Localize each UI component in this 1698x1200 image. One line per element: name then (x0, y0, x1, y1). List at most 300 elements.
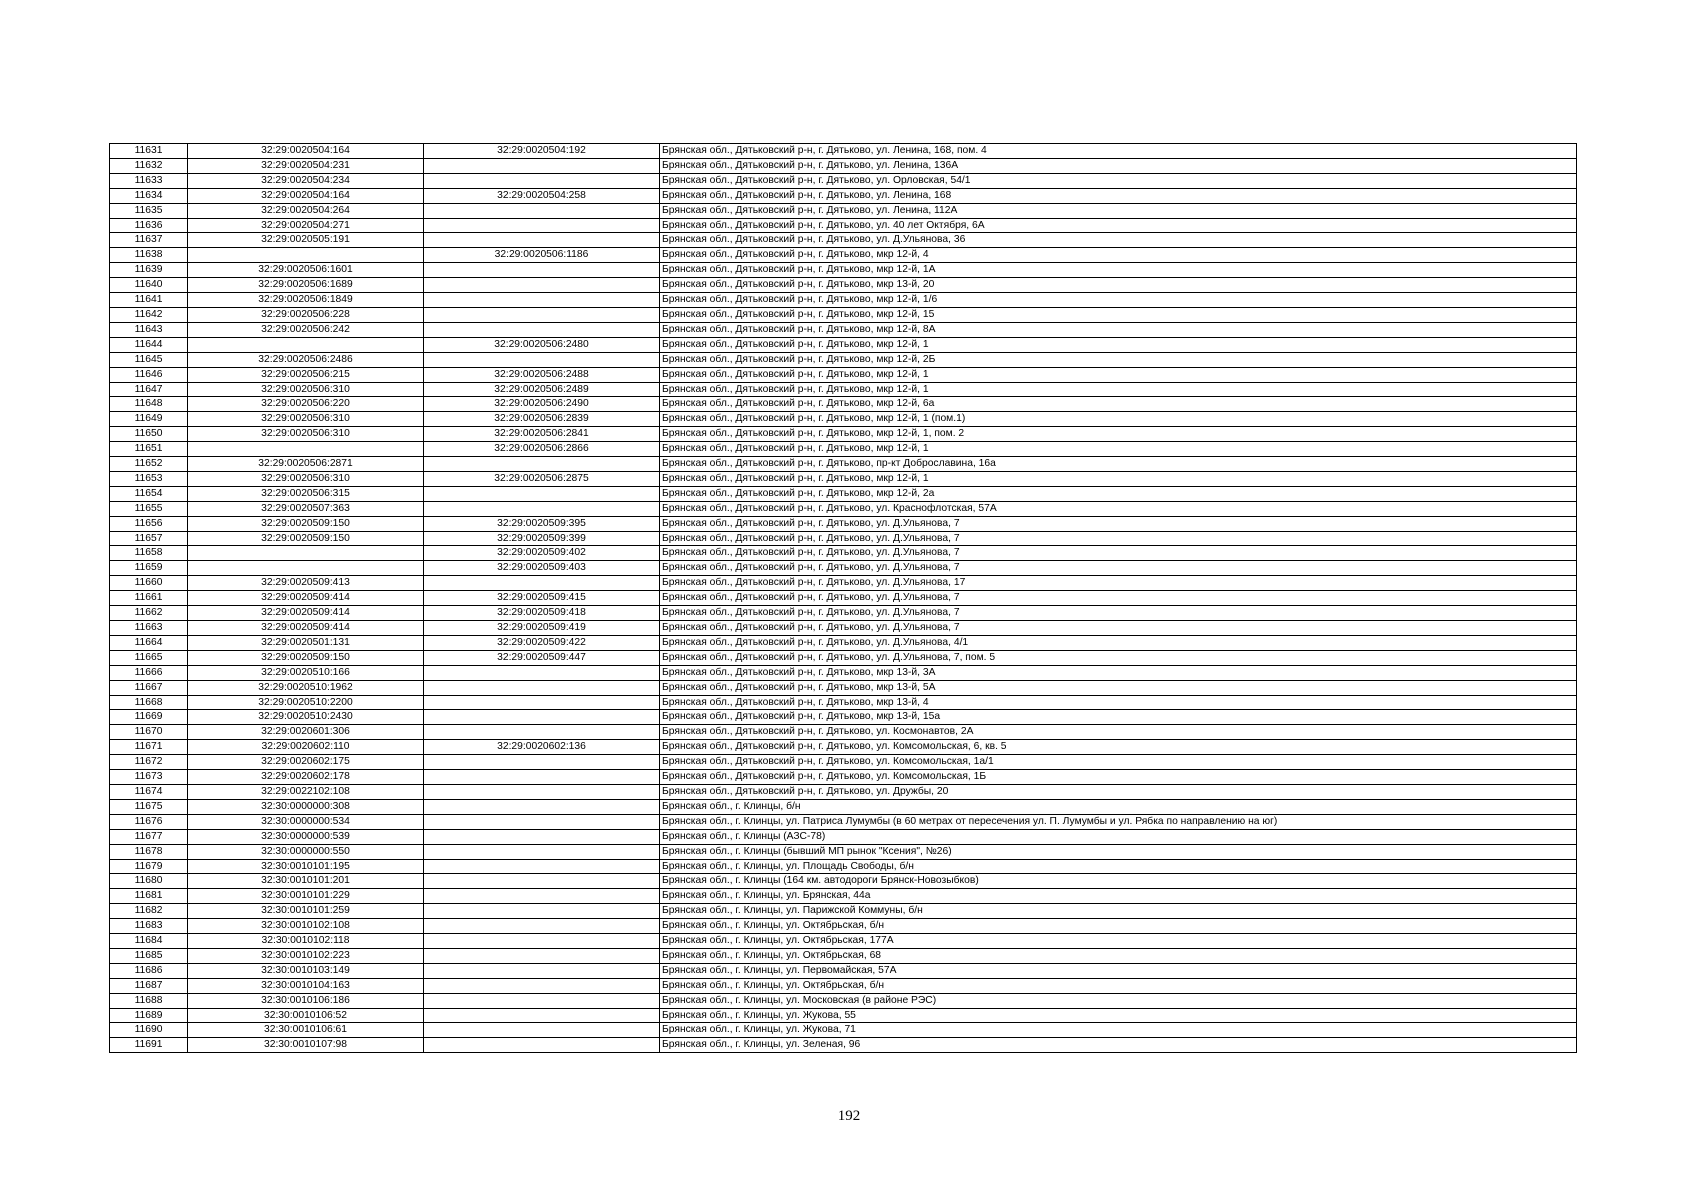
row-number-cell: 11691 (110, 1038, 188, 1053)
row-number-cell: 11631 (110, 144, 188, 159)
object-number-cell (424, 904, 660, 919)
address-cell: Брянская обл., Дятьковский р-н, г. Дятьково, пр-кт Доброславина, 16а (660, 457, 1577, 472)
address-cell: Брянская обл., Дятьковский р-н, г. Дятьково, ул. Ленина, 136А (660, 158, 1577, 173)
object-number-cell (424, 158, 660, 173)
row-number-cell: 11652 (110, 457, 188, 472)
table-row (110, 680, 1577, 695)
address-cell: Брянская обл., г. Клинцы (бывший МП рынок "Ксения", №26) (660, 844, 1577, 859)
table-row (110, 978, 1577, 993)
address-cell: Брянская обл., Дятьковский р-н, г. Дятьково, ул. Д.Ульянова, 7 (660, 591, 1577, 606)
address-cell: Брянская обл., г. Клинцы, ул. Октябрьская, б/н (660, 978, 1577, 993)
object-number-cell (424, 263, 660, 278)
row-number-cell: 11645 (110, 352, 188, 367)
cadastral-number-cell: 32:30:0000000:308 (188, 799, 424, 814)
address-cell: Брянская обл., Дятьковский р-н, г. Дятьково, мкр 13-й, 4 (660, 695, 1577, 710)
address-cell: Брянская обл., г. Клинцы, ул. Парижской Коммуны, б/н (660, 904, 1577, 919)
address-cell: Брянская обл., Дятьковский р-н, г. Дятьково, ул. Д.Ульянова, 7 (660, 531, 1577, 546)
object-number-cell (424, 710, 660, 725)
table-row (110, 874, 1577, 889)
row-number-cell: 11668 (110, 695, 188, 710)
cadastral-number-cell: 32:30:0010102:223 (188, 948, 424, 963)
row-number-cell: 11686 (110, 963, 188, 978)
cadastral-number-cell: 32:29:0020504:271 (188, 218, 424, 233)
cadastral-number-cell: 32:29:0020509:150 (188, 650, 424, 665)
cadastral-number-cell (188, 248, 424, 263)
object-number-cell: 32:29:0020506:2875 (424, 471, 660, 486)
address-cell: Брянская обл., Дятьковский р-н, г. Дятьково, мкр 12-й, 1 (660, 471, 1577, 486)
cadastral-number-cell (188, 546, 424, 561)
address-cell: Брянская обл., г. Клинцы, ул. Площадь Свободы, б/н (660, 859, 1577, 874)
row-number-cell: 11657 (110, 531, 188, 546)
table-row (110, 263, 1577, 278)
object-number-cell (424, 173, 660, 188)
address-cell: Брянская обл., г. Клинцы, ул. Октябрьская, б/н (660, 919, 1577, 934)
cadastral-number-cell: 32:29:0022102:108 (188, 784, 424, 799)
table-row (110, 934, 1577, 949)
table-row (110, 621, 1577, 636)
row-number-cell: 11687 (110, 978, 188, 993)
address-cell: Брянская обл., г. Клинцы, ул. Московская (в районе РЭС) (660, 993, 1577, 1008)
cadastral-number-cell: 32:29:0020510:1962 (188, 680, 424, 695)
table-row (110, 919, 1577, 934)
cadastral-number-cell: 32:30:0010101:195 (188, 859, 424, 874)
address-cell: Брянская обл., Дятьковский р-н, г. Дятьково, мкр 12-й, 1 (660, 337, 1577, 352)
address-cell: Брянская обл., Дятьковский р-н, г. Дятьково, мкр 12-й, 6а (660, 397, 1577, 412)
row-number-cell: 11644 (110, 337, 188, 352)
table-row (110, 695, 1577, 710)
address-cell: Брянская обл., г. Клинцы, ул. Зеленая, 96 (660, 1038, 1577, 1053)
cadastral-number-cell: 32:29:0020506:310 (188, 382, 424, 397)
object-number-cell: 32:29:0020506:2480 (424, 337, 660, 352)
table-row (110, 442, 1577, 457)
table-row (110, 844, 1577, 859)
object-number-cell: 32:29:0020509:395 (424, 516, 660, 531)
row-number-cell: 11674 (110, 784, 188, 799)
cadastral-number-cell: 32:29:0020509:150 (188, 531, 424, 546)
table-row (110, 501, 1577, 516)
table-row (110, 427, 1577, 442)
table-row (110, 799, 1577, 814)
row-number-cell: 11649 (110, 412, 188, 427)
table-row (110, 412, 1577, 427)
row-number-cell: 11637 (110, 233, 188, 248)
table-row (110, 740, 1577, 755)
cadastral-number-cell: 32:29:0020506:310 (188, 412, 424, 427)
object-number-cell: 32:29:0020506:1186 (424, 248, 660, 263)
cadastral-number-cell: 32:30:0010101:201 (188, 874, 424, 889)
table-row (110, 561, 1577, 576)
object-number-cell: 32:29:0020506:2839 (424, 412, 660, 427)
object-number-cell (424, 576, 660, 591)
object-number-cell: 32:29:0020506:2488 (424, 367, 660, 382)
address-cell: Брянская обл., Дятьковский р-н, г. Дятьково, ул. Д.Ульянова, 7 (660, 561, 1577, 576)
row-number-cell: 11669 (110, 710, 188, 725)
table-row (110, 248, 1577, 263)
table-row (110, 233, 1577, 248)
object-number-cell (424, 457, 660, 472)
object-number-cell (424, 486, 660, 501)
cadastral-number-cell (188, 442, 424, 457)
row-number-cell: 11632 (110, 158, 188, 173)
cadastral-number-cell (188, 561, 424, 576)
row-number-cell: 11648 (110, 397, 188, 412)
object-number-cell (424, 278, 660, 293)
object-number-cell (424, 233, 660, 248)
table-row (110, 963, 1577, 978)
table-row (110, 531, 1577, 546)
table-row (110, 471, 1577, 486)
cadastral-number-cell: 32:30:0010102:118 (188, 934, 424, 949)
table-row (110, 293, 1577, 308)
cadastral-number-cell: 32:29:0020510:2200 (188, 695, 424, 710)
object-number-cell (424, 934, 660, 949)
row-number-cell: 11663 (110, 621, 188, 636)
address-cell: Брянская обл., Дятьковский р-н, г. Дятьково, ул. Д.Ульянова, 36 (660, 233, 1577, 248)
object-number-cell (424, 993, 660, 1008)
cadastral-number-cell (188, 337, 424, 352)
row-number-cell: 11676 (110, 814, 188, 829)
object-number-cell (424, 293, 660, 308)
address-cell: Брянская обл., Дятьковский р-н, г. Дятьково, ул. Д.Ульянова, 4/1 (660, 635, 1577, 650)
table-row (110, 665, 1577, 680)
table-row (110, 889, 1577, 904)
address-cell: Брянская обл., г. Клинцы, ул. Первомайская, 57А (660, 963, 1577, 978)
table-row (110, 859, 1577, 874)
address-cell: Брянская обл., Дятьковский р-н, г. Дятьково, ул. Д.Ульянова, 7 (660, 621, 1577, 636)
row-number-cell: 11640 (110, 278, 188, 293)
cadastral-number-cell: 32:29:0020510:166 (188, 665, 424, 680)
cadastral-number-cell: 32:29:0020506:310 (188, 471, 424, 486)
object-number-cell (424, 814, 660, 829)
row-number-cell: 11651 (110, 442, 188, 457)
row-number-cell: 11685 (110, 948, 188, 963)
address-cell: Брянская обл., Дятьковский р-н, г. Дятьково, мкр 12-й, 1 (660, 367, 1577, 382)
row-number-cell: 11659 (110, 561, 188, 576)
row-number-cell: 11672 (110, 755, 188, 770)
row-number-cell: 11658 (110, 546, 188, 561)
table-row (110, 457, 1577, 472)
table-row (110, 516, 1577, 531)
table-row (110, 770, 1577, 785)
row-number-cell: 11650 (110, 427, 188, 442)
row-number-cell: 11643 (110, 322, 188, 337)
cadastral-number-cell: 32:29:0020601:306 (188, 725, 424, 740)
cadastral-number-cell: 32:30:0010101:259 (188, 904, 424, 919)
row-number-cell: 11661 (110, 591, 188, 606)
address-cell: Брянская обл., Дятьковский р-н, г. Дятьково, мкр 12-й, 4 (660, 248, 1577, 263)
table-row (110, 397, 1577, 412)
address-cell: Брянская обл., Дятьковский р-н, г. Дятьково, ул. 40 лет Октября, 6А (660, 218, 1577, 233)
row-number-cell: 11673 (110, 770, 188, 785)
object-number-cell (424, 307, 660, 322)
address-cell: Брянская обл., Дятьковский р-н, г. Дятьково, мкр 12-й, 8А (660, 322, 1577, 337)
cadastral-number-cell: 32:29:0020506:2486 (188, 352, 424, 367)
object-number-cell (424, 919, 660, 934)
row-number-cell: 11642 (110, 307, 188, 322)
object-number-cell (424, 725, 660, 740)
object-number-cell (424, 948, 660, 963)
cadastral-number-cell: 32:29:0020504:164 (188, 188, 424, 203)
object-number-cell: 32:29:0020504:258 (424, 188, 660, 203)
row-number-cell: 11654 (110, 486, 188, 501)
object-number-cell (424, 680, 660, 695)
cadastral-number-cell: 32:30:0010103:149 (188, 963, 424, 978)
row-number-cell: 11680 (110, 874, 188, 889)
object-number-cell: 32:29:0020509:402 (424, 546, 660, 561)
row-number-cell: 11646 (110, 367, 188, 382)
cadastral-number-cell: 32:29:0020501:131 (188, 635, 424, 650)
object-number-cell (424, 784, 660, 799)
row-number-cell: 11660 (110, 576, 188, 591)
address-cell: Брянская обл., г. Клинцы (АЗС-78) (660, 829, 1577, 844)
table-row (110, 546, 1577, 561)
table-row (110, 278, 1577, 293)
row-number-cell: 11638 (110, 248, 188, 263)
cadastral-number-cell: 32:29:0020509:414 (188, 591, 424, 606)
object-number-cell (424, 1023, 660, 1038)
address-cell: Брянская обл., Дятьковский р-н, г. Дятьково, мкр 13-й, 15а (660, 710, 1577, 725)
object-number-cell (424, 665, 660, 680)
cadastral-number-cell: 32:29:0020506:242 (188, 322, 424, 337)
table-row (110, 322, 1577, 337)
row-number-cell: 11639 (110, 263, 188, 278)
address-cell: Брянская обл., г. Клинцы, ул. Патриса Лумумбы (в 60 метрах от пересечения ул. П. Лумумбы и ул. Рябка по направлению на юг) (660, 814, 1577, 829)
cadastral-number-cell: 32:29:0020602:178 (188, 770, 424, 785)
address-cell: Брянская обл., Дятьковский р-н, г. Дятьково, ул. Ленина, 168 (660, 188, 1577, 203)
object-number-cell: 32:29:0020506:2841 (424, 427, 660, 442)
object-number-cell (424, 859, 660, 874)
table-row (110, 1023, 1577, 1038)
table-row (110, 173, 1577, 188)
cadastral-number-cell: 32:29:0020509:413 (188, 576, 424, 591)
cadastral-number-cell: 32:29:0020507:363 (188, 501, 424, 516)
object-number-cell: 32:29:0020509:399 (424, 531, 660, 546)
address-cell: Брянская обл., Дятьковский р-н, г. Дятьково, мкр 12-й, 1, пом. 2 (660, 427, 1577, 442)
row-number-cell: 11689 (110, 1008, 188, 1023)
address-cell: Брянская обл., Дятьковский р-н, г. Дятьково, ул. Ленина, 168, пом. 4 (660, 144, 1577, 159)
registry-table-body (110, 144, 1577, 1053)
row-number-cell: 11635 (110, 203, 188, 218)
object-number-cell (424, 322, 660, 337)
table-row (110, 1038, 1577, 1053)
table-row (110, 948, 1577, 963)
cadastral-number-cell: 32:30:0010106:61 (188, 1023, 424, 1038)
address-cell: Брянская обл., Дятьковский р-н, г. Дятьково, мкр 12-й, 1 (660, 382, 1577, 397)
object-number-cell (424, 755, 660, 770)
address-cell: Брянская обл., Дятьковский р-н, г. Дятьково, ул. Краснофлотская, 57А (660, 501, 1577, 516)
table-row (110, 203, 1577, 218)
address-cell: Брянская обл., Дятьковский р-н, г. Дятьково, ул. Д.Ульянова, 7, пом. 5 (660, 650, 1577, 665)
address-cell: Брянская обл., г. Клинцы, ул. Октябрьская, 68 (660, 948, 1577, 963)
address-cell: Брянская обл., Дятьковский р-н, г. Дятьково, мкр 12-й, 2а (660, 486, 1577, 501)
table-row (110, 1008, 1577, 1023)
object-number-cell (424, 799, 660, 814)
address-cell: Брянская обл., Дятьковский р-н, г. Дятьково, мкр 12-й, 2Б (660, 352, 1577, 367)
table-row (110, 188, 1577, 203)
row-number-cell: 11670 (110, 725, 188, 740)
cadastral-number-cell: 32:30:0000000:539 (188, 829, 424, 844)
row-number-cell: 11633 (110, 173, 188, 188)
cadastral-number-cell: 32:29:0020504:234 (188, 173, 424, 188)
address-cell: Брянская обл., Дятьковский р-н, г. Дятьково, мкр 12-й, 1 (пом.1) (660, 412, 1577, 427)
cadastral-number-cell: 32:29:0020506:315 (188, 486, 424, 501)
cadastral-number-cell: 32:29:0020509:414 (188, 606, 424, 621)
object-number-cell: 32:29:0020509:418 (424, 606, 660, 621)
address-cell: Брянская обл., Дятьковский р-н, г. Дятьково, ул. Д.Ульянова, 7 (660, 606, 1577, 621)
object-number-cell (424, 1038, 660, 1053)
address-cell: Брянская обл., Дятьковский р-н, г. Дятьково, мкр 13-й, 3А (660, 665, 1577, 680)
table-row (110, 650, 1577, 665)
row-number-cell: 11665 (110, 650, 188, 665)
object-number-cell (424, 844, 660, 859)
row-number-cell: 11664 (110, 635, 188, 650)
object-number-cell (424, 695, 660, 710)
row-number-cell: 11677 (110, 829, 188, 844)
cadastral-number-cell: 32:29:0020506:215 (188, 367, 424, 382)
address-cell: Брянская обл., г. Клинцы, ул. Октябрьская, 177А (660, 934, 1577, 949)
cadastral-number-cell: 32:29:0020506:1689 (188, 278, 424, 293)
address-cell: Брянская обл., Дятьковский р-н, г. Дятьково, мкр 13-й, 20 (660, 278, 1577, 293)
cadastral-number-cell: 32:30:0010106:52 (188, 1008, 424, 1023)
table-row (110, 144, 1577, 159)
table-row (110, 337, 1577, 352)
address-cell: Брянская обл., Дятьковский р-н, г. Дятьково, ул. Дружбы, 20 (660, 784, 1577, 799)
row-number-cell: 11679 (110, 859, 188, 874)
table-row (110, 829, 1577, 844)
object-number-cell (424, 1008, 660, 1023)
table-row (110, 591, 1577, 606)
object-number-cell (424, 352, 660, 367)
cadastral-number-cell: 32:30:0010107:98 (188, 1038, 424, 1053)
cadastral-number-cell: 32:30:0010101:229 (188, 889, 424, 904)
object-number-cell (424, 501, 660, 516)
page-number: 192 (837, 1108, 861, 1124)
address-cell: Брянская обл., Дятьковский р-н, г. Дятьково, мкр 12-й, 1/6 (660, 293, 1577, 308)
address-cell: Брянская обл., г. Клинцы, ул. Жукова, 55 (660, 1008, 1577, 1023)
cadastral-number-cell: 32:30:0000000:534 (188, 814, 424, 829)
table-row (110, 635, 1577, 650)
cadastral-number-cell: 32:29:0020509:414 (188, 621, 424, 636)
cadastral-number-cell: 32:29:0020510:2430 (188, 710, 424, 725)
object-number-cell: 32:29:0020504:192 (424, 144, 660, 159)
cadastral-number-cell: 32:29:0020506:1601 (188, 263, 424, 278)
cadastral-number-cell: 32:29:0020504:264 (188, 203, 424, 218)
table-row (110, 486, 1577, 501)
address-cell: Брянская обл., Дятьковский р-н, г. Дятьково, ул. Космонавтов, 2А (660, 725, 1577, 740)
object-number-cell: 32:29:0020509:403 (424, 561, 660, 576)
row-number-cell: 11667 (110, 680, 188, 695)
row-number-cell: 11662 (110, 606, 188, 621)
cadastral-number-cell: 32:29:0020602:110 (188, 740, 424, 755)
table-row (110, 755, 1577, 770)
object-number-cell (424, 203, 660, 218)
cadastral-number-cell: 32:30:0010104:163 (188, 978, 424, 993)
row-number-cell: 11656 (110, 516, 188, 531)
property-registry-table (109, 143, 1577, 1053)
address-cell: Брянская обл., Дятьковский р-н, г. Дятьково, мкр 12-й, 1 (660, 442, 1577, 457)
row-number-cell: 11655 (110, 501, 188, 516)
table-row (110, 382, 1577, 397)
table-row (110, 307, 1577, 322)
address-cell: Брянская обл., Дятьковский р-н, г. Дятьково, ул. Ленина, 112А (660, 203, 1577, 218)
address-cell: Брянская обл., Дятьковский р-н, г. Дятьково, ул. Д.Ульянова, 17 (660, 576, 1577, 591)
address-cell: Брянская обл., Дятьковский р-н, г. Дятьково, мкр 12-й, 15 (660, 307, 1577, 322)
address-cell: Брянская обл., Дятьковский р-н, г. Дятьково, мкр 13-й, 5А (660, 680, 1577, 695)
row-number-cell: 11688 (110, 993, 188, 1008)
table-row (110, 367, 1577, 382)
cadastral-number-cell: 32:29:0020505:191 (188, 233, 424, 248)
table-row (110, 993, 1577, 1008)
table-row (110, 158, 1577, 173)
row-number-cell: 11634 (110, 188, 188, 203)
object-number-cell: 32:29:0020506:2489 (424, 382, 660, 397)
row-number-cell: 11653 (110, 471, 188, 486)
address-cell: Брянская обл., г. Клинцы, ул. Брянская, 44а (660, 889, 1577, 904)
object-number-cell (424, 963, 660, 978)
cadastral-number-cell: 32:30:0010106:186 (188, 993, 424, 1008)
row-number-cell: 11681 (110, 889, 188, 904)
object-number-cell (424, 218, 660, 233)
cadastral-number-cell: 32:29:0020506:1849 (188, 293, 424, 308)
cadastral-number-cell: 32:30:0010102:108 (188, 919, 424, 934)
address-cell: Брянская обл., Дятьковский р-н, г. Дятьково, ул. Комсомольская, 1а/1 (660, 755, 1577, 770)
table-row (110, 352, 1577, 367)
row-number-cell: 11684 (110, 934, 188, 949)
cadastral-number-cell: 32:29:0020506:2871 (188, 457, 424, 472)
object-number-cell: 32:29:0020509:415 (424, 591, 660, 606)
table-row (110, 576, 1577, 591)
row-number-cell: 11666 (110, 665, 188, 680)
table-row (110, 814, 1577, 829)
row-number-cell: 11690 (110, 1023, 188, 1038)
address-cell: Брянская обл., г. Клинцы, б/н (660, 799, 1577, 814)
object-number-cell (424, 978, 660, 993)
object-number-cell (424, 770, 660, 785)
cadastral-number-cell: 32:29:0020504:231 (188, 158, 424, 173)
table-row (110, 710, 1577, 725)
object-number-cell: 32:29:0020506:2866 (424, 442, 660, 457)
object-number-cell: 32:29:0020509:447 (424, 650, 660, 665)
address-cell: Брянская обл., Дятьковский р-н, г. Дятьково, ул. Орловская, 54/1 (660, 173, 1577, 188)
table-row (110, 218, 1577, 233)
address-cell: Брянская обл., Дятьковский р-н, г. Дятьково, мкр 12-й, 1А (660, 263, 1577, 278)
address-cell: Брянская обл., г. Клинцы (164 км. автодороги Брянск-Новозыбков) (660, 874, 1577, 889)
cadastral-number-cell: 32:29:0020506:228 (188, 307, 424, 322)
table-row (110, 904, 1577, 919)
object-number-cell: 32:29:0020506:2490 (424, 397, 660, 412)
cadastral-number-cell: 32:29:0020602:175 (188, 755, 424, 770)
cadastral-number-cell: 32:29:0020506:310 (188, 427, 424, 442)
row-number-cell: 11636 (110, 218, 188, 233)
row-number-cell: 11641 (110, 293, 188, 308)
object-number-cell (424, 874, 660, 889)
row-number-cell: 11683 (110, 919, 188, 934)
row-number-cell: 11682 (110, 904, 188, 919)
cadastral-number-cell: 32:30:0000000:550 (188, 844, 424, 859)
row-number-cell: 11647 (110, 382, 188, 397)
address-cell: Брянская обл., Дятьковский р-н, г. Дятьково, ул. Д.Ульянова, 7 (660, 516, 1577, 531)
address-cell: Брянская обл., Дятьковский р-н, г. Дятьково, ул. Д.Ульянова, 7 (660, 546, 1577, 561)
cadastral-number-cell: 32:29:0020506:220 (188, 397, 424, 412)
table-row (110, 606, 1577, 621)
object-number-cell (424, 889, 660, 904)
address-cell: Брянская обл., Дятьковский р-н, г. Дятьково, ул. Комсомольская, 6, кв. 5 (660, 740, 1577, 755)
cadastral-number-cell: 32:29:0020509:150 (188, 516, 424, 531)
object-number-cell: 32:29:0020602:136 (424, 740, 660, 755)
row-number-cell: 11678 (110, 844, 188, 859)
table-row (110, 784, 1577, 799)
address-cell: Брянская обл., г. Клинцы, ул. Жукова, 71 (660, 1023, 1577, 1038)
